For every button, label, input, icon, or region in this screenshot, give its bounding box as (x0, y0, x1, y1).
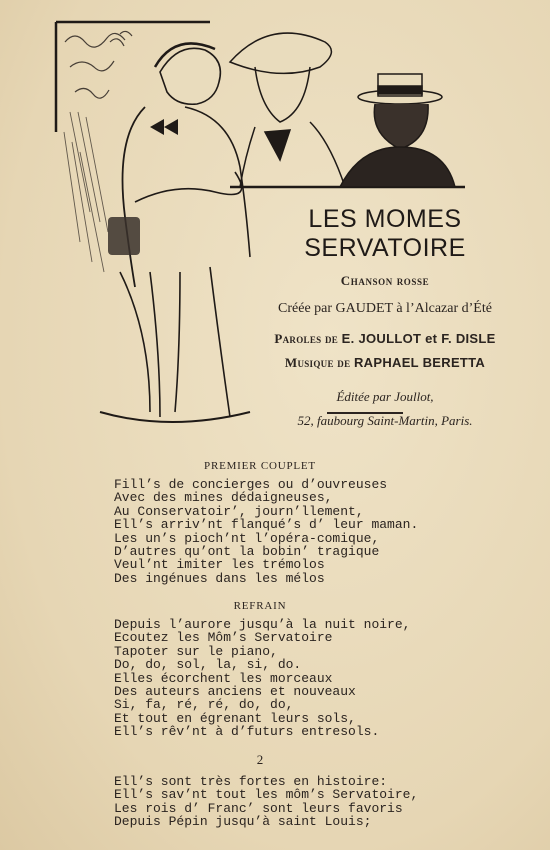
verse-line: Avec des mines dédaigneuses, (114, 490, 333, 506)
verse-line: Les rois d’ Franc’ sont leurs favoris (114, 800, 403, 816)
verse-line: Des auteurs anciens et nouveaux (114, 684, 356, 700)
verse-line: Depuis Pépin jusqu’à saint Louis; (114, 814, 372, 830)
composer: RAPHAEL BERETTA (353, 355, 486, 370)
verse-line: Veul’nt imiter les trémolos (114, 557, 325, 573)
couplet1-verse (114, 478, 524, 585)
couplet2-number: 2 (256, 752, 264, 767)
song-genre: Chanson rosse (340, 273, 430, 288)
publisher: Éditée par Joullot, (336, 389, 434, 404)
verse-line: D’autres qu’ont la bobin’ tragique (114, 544, 380, 560)
foliage-scribbles (65, 31, 132, 98)
verse-line: Ell’s sav’nt tout les môm’s Servatoire, (114, 787, 419, 803)
man-figure (340, 74, 455, 187)
verse-line: Fill’s de concierges ou d’ouvreuses (114, 477, 388, 492)
verse-line: Do, do, sol, la, si, do. (114, 657, 302, 673)
hatching (64, 112, 108, 272)
music-prefix: Musique de (284, 355, 351, 370)
couplet1-heading: PREMIER COUPLET (204, 460, 316, 472)
verse-line: Et tout en égrenant leurs sols, (114, 710, 356, 726)
verse-line: Elles écorchent les morceaux (114, 670, 333, 686)
title-block (240, 205, 530, 429)
couplet2-verse (114, 775, 524, 829)
handbag (108, 217, 140, 255)
verse-line: Ell’s sont très fortes en histoire: (114, 774, 388, 789)
verse-line: Au Conservatoir’, journ’llement, (114, 503, 364, 519)
lyrics-credit (240, 331, 530, 347)
verse-line: Ell’s rêv’nt à d’futurs entresols. (114, 724, 380, 740)
lyrics-prefix: Paroles de (274, 331, 339, 346)
publisher-address: 52, faubourg Saint-Martin, Paris. (297, 413, 473, 428)
verse-line: Si, fa, ré, ré, do, do, (114, 697, 294, 713)
verse-line: Ell’s arriv’nt flanqué’s d’ leur maman. (114, 517, 419, 533)
refrain-verse (114, 618, 524, 739)
verse-line: Ecoutez les Môm’s Servatoire (114, 630, 333, 646)
young-woman-figure (230, 33, 345, 187)
refrain-heading: REFRAIN (233, 600, 287, 612)
bow-tie (150, 119, 178, 135)
music-credit (240, 355, 530, 371)
verse-line: Tapoter sur le piano, (114, 643, 278, 659)
verse-line: Depuis l’aurore jusqu’à la nuit noire, (114, 617, 411, 632)
divider-rule (327, 412, 403, 414)
verse-line: Les un’s pioch’nt l’opéra-comique, (114, 530, 380, 546)
song-title: LES MOMES SERVATOIRE (304, 205, 466, 262)
lyricists: E. JOULLOT et F. DISLE (341, 331, 496, 346)
verse-line: Des ingénues dans les mélos (114, 570, 325, 586)
creation-credit: Créée par GAUDET à l’Alcazar d’Été (278, 301, 492, 316)
